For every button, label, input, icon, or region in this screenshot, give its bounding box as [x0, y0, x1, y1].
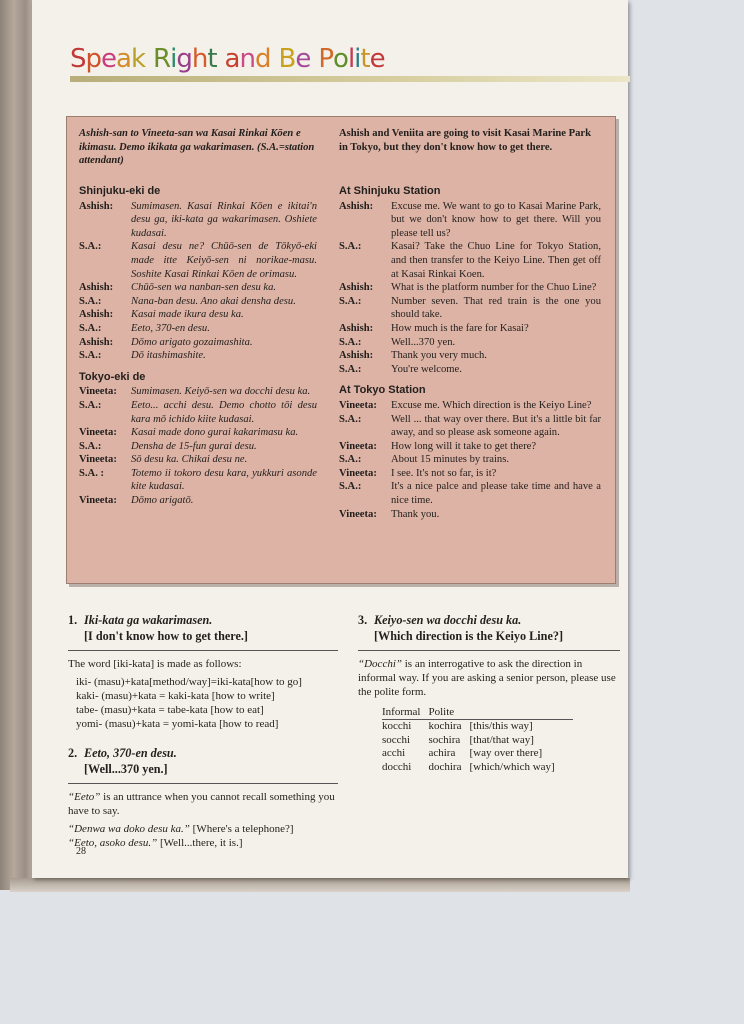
speaker-label: S.A.: — [339, 454, 362, 466]
table-row — [382, 761, 573, 775]
formula-line: iki- (masu)+kata[method/way]=iki-kata[how to go] — [76, 676, 302, 688]
dialogue-text: Dō itashimashite. — [131, 350, 206, 362]
formula-line: kaki- (masu)+kata = kaki-kata [how to write] — [76, 690, 275, 702]
dialogue-line — [339, 336, 601, 350]
dialogue-box — [66, 116, 616, 584]
dialogue-text: Sumimasen. Kasai Rinkai Kōen e ikitai'n desu ga, iki-kata ga wakarimasen. Oshiete kudasai. — [131, 200, 317, 239]
speaker-label: S.A.: — [339, 295, 362, 307]
note-3 — [358, 612, 620, 774]
example-line — [68, 836, 338, 850]
term: “Docchi” — [358, 658, 402, 670]
section-heading: At Shinjuku Station — [339, 185, 441, 197]
notes-right-column — [358, 612, 620, 774]
dialogue-lines — [79, 200, 317, 363]
speaker-label: S.A.: — [339, 336, 362, 348]
speaker-label: Ashish: — [79, 282, 114, 294]
note-translation: [Which direction is the Keiyo Line?] — [374, 629, 564, 643]
dialogue-line — [339, 349, 601, 363]
note-phrase: Eeto, 370-en desu. — [84, 746, 177, 760]
dialogue-line — [79, 308, 317, 322]
dialogue-line — [79, 281, 317, 295]
dialogue-line — [79, 200, 317, 241]
dialogue-text: Chūō-sen wa nanban-sen desu ka. — [131, 282, 277, 294]
table-cell: [that/that way] — [469, 733, 534, 746]
dialogue-line — [339, 363, 601, 377]
note-rule — [68, 783, 338, 784]
column-header: Informal — [382, 705, 428, 720]
dialogue-line — [79, 385, 317, 399]
dialogue-japanese-column — [79, 127, 317, 508]
dialogue-line — [79, 349, 317, 363]
note-phrase: Iki-kata ga wakarimasen. — [84, 613, 213, 627]
note-rule — [358, 650, 620, 651]
term: “Eeto” — [68, 791, 101, 803]
column-header: Polite — [428, 705, 469, 720]
section-heading: At Tokyo Station — [339, 384, 426, 397]
note-number: 1. — [68, 613, 78, 627]
speaker-label: Vineeta: — [339, 467, 377, 479]
note-translation: [Well...370 yen.] — [84, 762, 168, 776]
title-letter: g — [176, 44, 192, 74]
dialogue-lines — [339, 200, 601, 377]
title-letter: e — [295, 44, 311, 74]
table-cell: achira — [428, 747, 456, 759]
dialogue-text: Excuse me. Which direction is the Keiyo Line? — [391, 399, 592, 411]
dialogue-line — [339, 413, 601, 440]
title-letter: d — [254, 44, 271, 74]
note-number: 2. — [68, 746, 78, 760]
intro-japanese: Ashish-san to Vineeta-san wa Kasai Rinkai Kōen e ikimasu. Demo ikikata ga wakarimasen. (S.A.=station attendant) — [79, 128, 315, 167]
dialogue-line — [79, 322, 317, 336]
dialogue-text: Kasai made ikura desu ka. — [131, 309, 244, 321]
dialogue-text: I see. It's not so far, is it? — [391, 467, 497, 479]
note-number: 3. — [358, 613, 368, 627]
speaker-label: Ashish: — [79, 200, 114, 212]
dialogue-line — [339, 440, 601, 454]
dialogue-text: Sumimasen. Keiyō-sen wa docchi desu ka. — [131, 386, 311, 398]
speaker-label: Vineeta: — [339, 399, 377, 411]
book-bottom-edge — [10, 878, 630, 892]
speaker-label: Ashish: — [339, 200, 374, 212]
table-cell: [way over there] — [469, 747, 543, 759]
dialogue-line — [339, 240, 601, 281]
dialogue-text: Kasai desu ne? Chūō-sen de Tōkyō-eki made itte Keiyō-sen ni norikae-masu. Soshite Kasai Rinkai Kōen de orimasu. — [131, 241, 317, 280]
title-letter: B — [278, 44, 296, 74]
section-tokyo-en — [339, 384, 601, 521]
speaker-label: Ashish: — [79, 309, 114, 321]
dialogue-line — [79, 240, 317, 281]
dialogue-text: How much is the fare for Kasai? — [391, 322, 529, 334]
dialogue-text: Excuse me. We want to go to Kasai Marine Park, but we don't know how to get there. Will you please tell us? — [391, 200, 601, 239]
example-japanese: “Denwa wa doko desu ka.” — [68, 823, 190, 835]
page-title — [70, 44, 385, 74]
dialogue-line — [339, 322, 601, 336]
dialogue-line — [339, 399, 601, 413]
example-english: [Well...there, it is.] — [157, 837, 243, 849]
dialogue-text: Totemo ii tokoro desu kara, yukkuri asonde kite kudasai. — [131, 467, 317, 493]
note-text — [358, 657, 620, 699]
title-letter: e — [369, 44, 385, 74]
speaker-label: Ashish: — [339, 282, 374, 294]
dialogue-line — [339, 480, 601, 507]
speaker-label: Vineeta: — [79, 427, 117, 439]
intro-english: Ashish and Veniita are going to visit Kasai Marine Park in Tokyo, but they don't know how to get there. — [339, 128, 592, 153]
speaker-label: Vineeta: — [339, 508, 377, 520]
dialogue-text: What is the platform number for the Chuo Line? — [391, 282, 597, 294]
dialogue-text: Thank you. — [391, 508, 440, 520]
page-number: 28 — [76, 846, 86, 857]
dialogue-line — [339, 200, 601, 241]
dialogue-text: Well...370 yen. — [391, 336, 456, 348]
dialogue-line — [339, 295, 601, 322]
speaker-label: Vineeta: — [79, 454, 117, 466]
section-shinjuku-jp — [79, 185, 317, 363]
dialogue-text: Well ... that way over there. But it's a little bit far away, and so please ask someone again. — [391, 413, 601, 439]
dialogue-text: It's a nice palce and please take time and have a nice time. — [391, 481, 601, 507]
table-row — [382, 747, 573, 761]
dialogue-line — [339, 453, 601, 467]
table-cell: socchi — [382, 733, 411, 746]
dialogue-text: How long will it take to get there? — [391, 440, 537, 452]
note-heading — [68, 745, 338, 761]
speaker-label: Ashish: — [339, 322, 374, 334]
speaker-label: Vineeta: — [339, 440, 377, 452]
dialogue-line — [79, 494, 317, 508]
example-line — [68, 822, 338, 836]
title-letter: t — [207, 44, 217, 74]
note-2 — [68, 745, 338, 850]
title-letter: P — [318, 44, 334, 74]
speaker-label: Vineeta: — [79, 386, 117, 398]
speaker-label: S.A.: — [79, 241, 102, 253]
table-row — [382, 734, 573, 748]
title-letter: p — [85, 44, 102, 74]
speaker-label: Ashish: — [339, 350, 374, 362]
table-cell: [this/this way] — [469, 720, 533, 732]
dialogue-text: Thank you very much. — [391, 350, 487, 362]
dialogue-text: Sō desu ka. Chikai desu ne. — [131, 454, 248, 466]
dialogue-lines — [339, 399, 601, 521]
note-rule — [68, 650, 338, 651]
dialogue-text: You're welcome. — [391, 363, 462, 375]
formula-line: tabe- (masu)+kata = tabe-kata [how to eat] — [76, 704, 264, 716]
title-letter: e — [101, 44, 117, 74]
note-text — [68, 790, 338, 818]
column-header — [469, 705, 573, 720]
dialogue-line — [79, 440, 317, 454]
section-heading: Shinjuku-eki de — [79, 185, 161, 197]
speaker-label: S.A.: — [79, 399, 102, 411]
explanation: is an uttrance when you cannot recall something you have to say. — [68, 791, 335, 817]
dialogue-line — [79, 453, 317, 467]
speaker-label: S.A.: — [339, 413, 362, 425]
table-cell: acchi — [382, 747, 406, 759]
title-letter: t — [360, 44, 370, 74]
note-1 — [68, 612, 338, 731]
title-letter: S — [70, 44, 86, 74]
title-underline-bar — [70, 76, 630, 82]
book-page — [32, 0, 628, 878]
title-letter: i — [354, 44, 361, 74]
dialogue-line — [339, 467, 601, 481]
speaker-label: S.A.: — [79, 295, 102, 307]
table-cell: docchi — [382, 760, 412, 773]
dialogue-text: Nana-ban desu. Ano akai densha desu. — [131, 295, 296, 307]
dialogue-line — [339, 508, 601, 522]
title-letter: l — [347, 44, 355, 74]
table-header-row — [382, 705, 573, 720]
dialogue-line — [339, 281, 601, 295]
table-cell: [which/which way] — [469, 760, 555, 773]
dialogue-text: Dōmo arigatō. — [131, 495, 194, 507]
title-letter: o — [333, 44, 348, 74]
dialogue-text: Eeto, 370-en desu. — [131, 322, 210, 334]
explanation: is an interrogative to ask the direction in informal way. If you are asking a senior person, please use the polite form. — [358, 658, 616, 698]
table-cell: dochira — [428, 760, 462, 773]
polite-forms-table — [382, 705, 573, 774]
formula-line: yomi- (masu)+kata = yomi-kata [how to read] — [76, 718, 279, 730]
note-translation: [I don't know how to get there.] — [84, 629, 248, 643]
dialogue-lines — [79, 385, 317, 507]
table-cell: kochira — [428, 720, 462, 732]
dialogue-text: Number seven. That red train is the one you should take. — [391, 295, 601, 321]
title-letter: a — [116, 44, 131, 74]
dialogue-text: Kasai made dono gurai kakarimasu ka. — [131, 427, 299, 439]
table-row — [382, 720, 573, 734]
example-english: [Where's a telephone?] — [189, 823, 294, 835]
speaker-label: S.A. : — [79, 467, 105, 479]
note-heading — [358, 612, 620, 628]
speaker-label: S.A.: — [339, 241, 362, 253]
title-letter: a — [224, 44, 240, 74]
title-letter: i — [170, 44, 177, 74]
dialogue-text: Eeto... acchi desu. Demo chotto tōi desu kara mō ichido kiite kudasai. — [131, 399, 317, 425]
speaker-label: Vineeta: — [79, 495, 117, 507]
title-letter: h — [191, 44, 208, 74]
note-heading — [68, 612, 338, 628]
dialogue-line — [79, 295, 317, 309]
title-letter: k — [130, 44, 146, 74]
dialogue-text: About 15 minutes by trains. — [391, 454, 509, 466]
section-tokyo-jp — [79, 371, 317, 508]
dialogue-text: Densha de 15-fun gurai desu. — [131, 440, 257, 452]
dialogue-line — [79, 399, 317, 426]
dialogue-text: Kasai? Take the Chuo Line for Tokyo Station, and then transfer to the Keiyo Line. Then get off at Kasai Rinkai Koen. — [391, 241, 601, 280]
dialogue-text: Dōmo arigato gozaimashita. — [131, 336, 253, 348]
speaker-label: S.A.: — [339, 363, 362, 375]
notes-left-column — [68, 612, 338, 850]
speaker-label: S.A.: — [339, 481, 362, 493]
speaker-label: S.A.: — [79, 440, 102, 452]
formula-list — [68, 675, 338, 731]
example-japanese: “Eeto, asoko desu.” — [68, 837, 158, 849]
table-cell: kocchi — [382, 720, 412, 732]
title-letter: R — [153, 44, 171, 74]
title-letter: n — [239, 44, 255, 74]
speaker-label: Ashish: — [79, 336, 114, 348]
table-cell: sochira — [428, 733, 461, 746]
note-phrase: Keiyo-sen wa docchi desu ka. — [374, 613, 522, 627]
note-text: The word [iki-kata] is made as follows: — [68, 658, 242, 670]
section-shinjuku-en — [339, 185, 601, 376]
speaker-label: S.A.: — [79, 322, 102, 334]
dialogue-line — [79, 336, 317, 350]
dialogue-english-column — [339, 127, 601, 521]
dialogue-line — [79, 426, 317, 440]
dialogue-line — [79, 467, 317, 494]
speaker-label: S.A.: — [79, 350, 102, 362]
section-heading: Tokyo-eki de — [79, 370, 146, 383]
